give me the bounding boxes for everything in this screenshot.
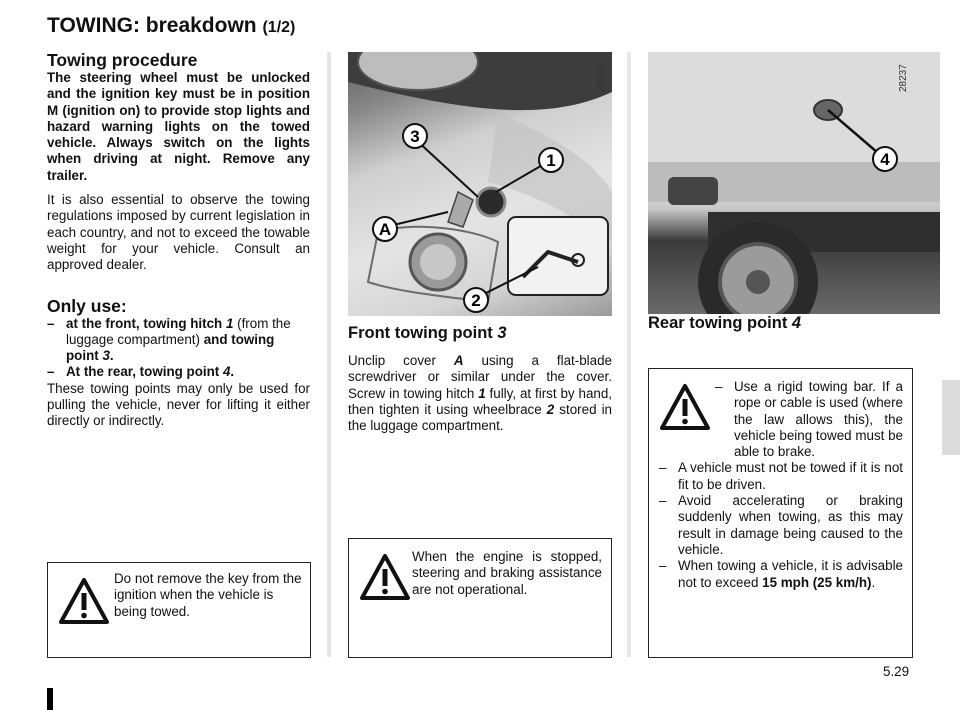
towing-safety-warning-box xyxy=(648,368,913,658)
key-warning-box xyxy=(47,562,311,658)
page-marker xyxy=(47,688,53,710)
towing-points-note: These towing points may only be used for pulling the vehicle, never for lifting it either directly or indirectly. xyxy=(47,380,310,429)
list-item: – When towing a vehicle, it is advisable not to exceed 15 mph (25 km/h). xyxy=(659,558,903,590)
warning-triangle-icon xyxy=(58,577,110,625)
rear-towing-point-photo xyxy=(648,52,940,314)
list-item: – At the rear, towing point 4. xyxy=(47,364,235,380)
callout-2: 2 xyxy=(471,291,481,310)
callout-3: 3 xyxy=(410,127,420,146)
warning-triangle-icon xyxy=(359,553,411,601)
callout-a: A xyxy=(378,220,392,239)
towing-procedure-section xyxy=(47,50,310,430)
towing-procedure-intro: The steering wheel must be unlocked and the ignition key must be in position M (ignition on) to provide stop lights and hazard warning lights on the towed vehicle. Always switch on the lights when driving at night. Remove any trailer. xyxy=(47,70,310,183)
front-towing-instructions: Unclip cover A using a flat-blade screwdriver or similar under the cover. Screw in towing hitch 1 fully, at first by hand, then tighten it using wheelbrace 2 stored in the luggage compartment. xyxy=(348,353,613,434)
rear-towing-section xyxy=(648,313,913,333)
list-item: – Avoid accelerating or braking suddenly when towing, as this may result in damage being caused to the vehicle. xyxy=(659,493,903,557)
front-towing-heading: Front towing point 3 xyxy=(348,324,507,342)
towing-procedure-heading: Towing procedure xyxy=(47,50,198,70)
column-divider xyxy=(327,52,331,657)
page-number: 5.29 xyxy=(883,664,910,679)
only-use-heading: Only use: xyxy=(47,295,127,316)
assistance-warning-box xyxy=(348,538,612,658)
figure-code: 28045 xyxy=(596,64,607,92)
key-warning-text: Do not remove the key from the ignition when the vehicle is being towed. xyxy=(114,571,302,619)
front-towing-point-photo xyxy=(348,52,612,316)
column-divider xyxy=(627,52,631,657)
callout-1: 1 xyxy=(546,151,556,170)
list-item: – Use a rigid towing bar. If a rope or cable is used (where the law allows this), the vehicle being towed must be able to brake. xyxy=(715,379,903,460)
front-bumper-illustration xyxy=(348,52,612,316)
callout-4: 4 xyxy=(880,150,890,169)
rear-towing-heading: Rear towing point 4 xyxy=(648,314,802,332)
figure-code: 28237 xyxy=(898,64,909,92)
page-title: TOWING: breakdown (1/2) xyxy=(47,14,296,37)
front-towing-section xyxy=(348,323,612,434)
list-item: – at the front, towing hitch 1 (from the luggage compartment) and towing point 3. xyxy=(47,315,291,364)
towing-regulations-text: It is also essential to observe the towing regulations imposed by current legislation in each country, and not to exceed the towable weight for your vehicle. Consult an approved dealer. xyxy=(47,192,310,273)
list-item: – A vehicle must not be towed if it is not fit to be driven. xyxy=(659,460,903,492)
towing-safety-list xyxy=(659,379,903,591)
assistance-warning-text: When the engine is stopped, steering and braking assistance are not operational. xyxy=(412,549,602,597)
only-use-list xyxy=(47,316,310,381)
section-tab xyxy=(942,380,960,455)
rear-underbody-illustration xyxy=(648,52,940,314)
